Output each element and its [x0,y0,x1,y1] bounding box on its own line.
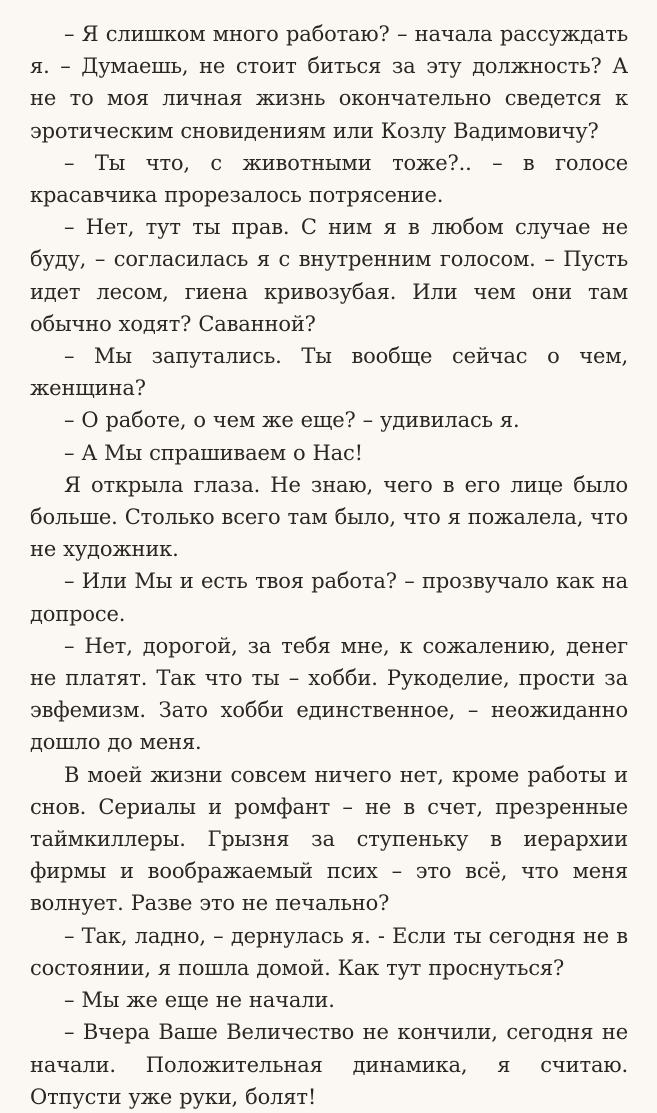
paragraph: – Я слишком много работаю? – начала рассуждать я. – Думаешь, не стоит биться за эту должность? А не то моя личная жизнь окончательно сведется к эротическим сновидениям или Козлу Вадимовичу? [30,22,628,143]
paragraph: – Нет, тут ты прав. С ним я в любом случае не буду, – согласилась я с внутренним голосом. – Пусть идет лесом, гиена кривозубая. Или чем они там обычно ходят? Саванной? [30,215,628,336]
paragraph: – А Мы спрашиваем о Нас! [64,440,363,465]
paragraph: Я открыла глаза. Не знаю, чего в его лице было больше. Столько всего там было, что я пожалела, что не художник. [30,472,628,562]
paragraph: – Мы же еще не начали. [64,988,335,1013]
paragraph: – Нет, дорогой, за тебя мне, к сожалению, денег не платят. Так что ты – хобби. Рукоделие, прости за эвфемизм. Зато хобби единственное, – неожиданно дошло до меня. [30,633,628,755]
paragraph: В моей жизни совсем ничего нет, кроме работы и снов. Сериалы и ромфант – не в счет, презренные таймкиллеры. Грызня за ступеньку в иерархии фирмы и воображаемый псих – это всё, что меня волнует. Разве это не печально? [30,762,628,916]
paragraph: – Или Мы и есть твоя работа? – прозвучало как на допросе. [30,569,628,626]
paragraph: – Вчера Ваше Величество не кончили, сегодня не начали. Положительная динамика, я считаю. Отпусти уже руки, болят! [30,1020,628,1109]
paragraph: – Так, ладно, – дернулась я. - Если ты сегодня не в состоянии, я пошла домой. Как тут проснуться? [30,923,628,980]
paragraph: – Мы запутались. Ты вообще сейчас о чем, женщина? [30,344,628,401]
paragraph: – Ты что, с животными тоже?.. – в голосе красавчика прорезалось потрясение. [30,150,628,208]
paragraph: – О работе, о чем же еще? – удивилась я. [64,408,520,433]
